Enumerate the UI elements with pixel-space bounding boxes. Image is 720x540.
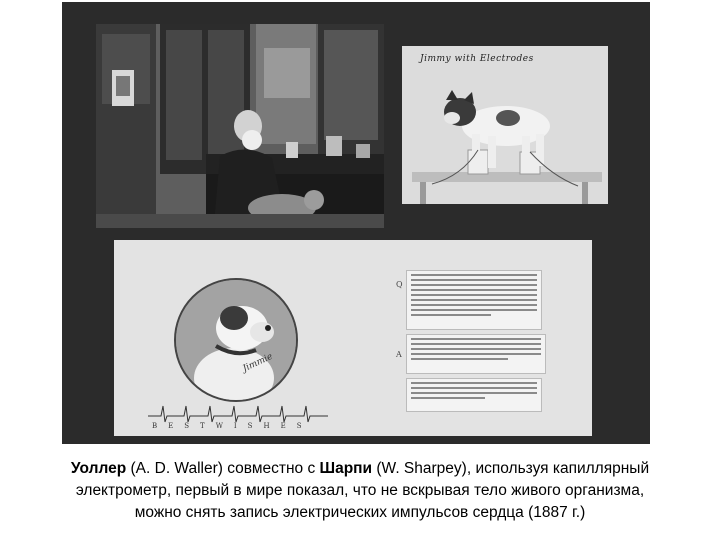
lab-scene-image — [96, 24, 384, 228]
question-letter: Q — [396, 280, 403, 289]
caption-line-3: можно снять запись электрических импульсов сердца (1887 г.) — [134, 504, 586, 521]
best-wishes-text: BESTWISHES — [152, 422, 313, 430]
best-wishes-card — [114, 240, 592, 436]
caption-name-sharpey: Шарпи — [319, 460, 373, 477]
portrait-signature: Jimmie — [241, 351, 275, 375]
caption-line-2: электрометр, первый в мире показал, что не вскрывая тело живого организма, — [75, 482, 645, 499]
caption-line-1 — [10, 458, 710, 480]
clipping-answer-1 — [406, 334, 546, 374]
slide-caption — [10, 458, 710, 524]
answer-letter: A — [396, 350, 402, 359]
dog-photograph — [402, 46, 608, 204]
clipping-answer-2 — [406, 378, 542, 412]
dog-portrait-image — [176, 280, 296, 400]
dog-portrait-medallion — [174, 278, 298, 402]
newspaper-clippings — [396, 268, 576, 428]
dog-photo-caption: Jimmy with Electrodes — [420, 54, 534, 64]
lab-photograph — [96, 24, 384, 228]
caption-text-2: (W. Sharpey), используя капиллярный — [372, 460, 650, 477]
dog-image — [402, 46, 608, 204]
clipping-question — [406, 270, 542, 330]
caption-text-1: (A. D. Waller) совместно с — [126, 460, 320, 477]
caption-name-waller: Уоллер — [70, 460, 127, 477]
